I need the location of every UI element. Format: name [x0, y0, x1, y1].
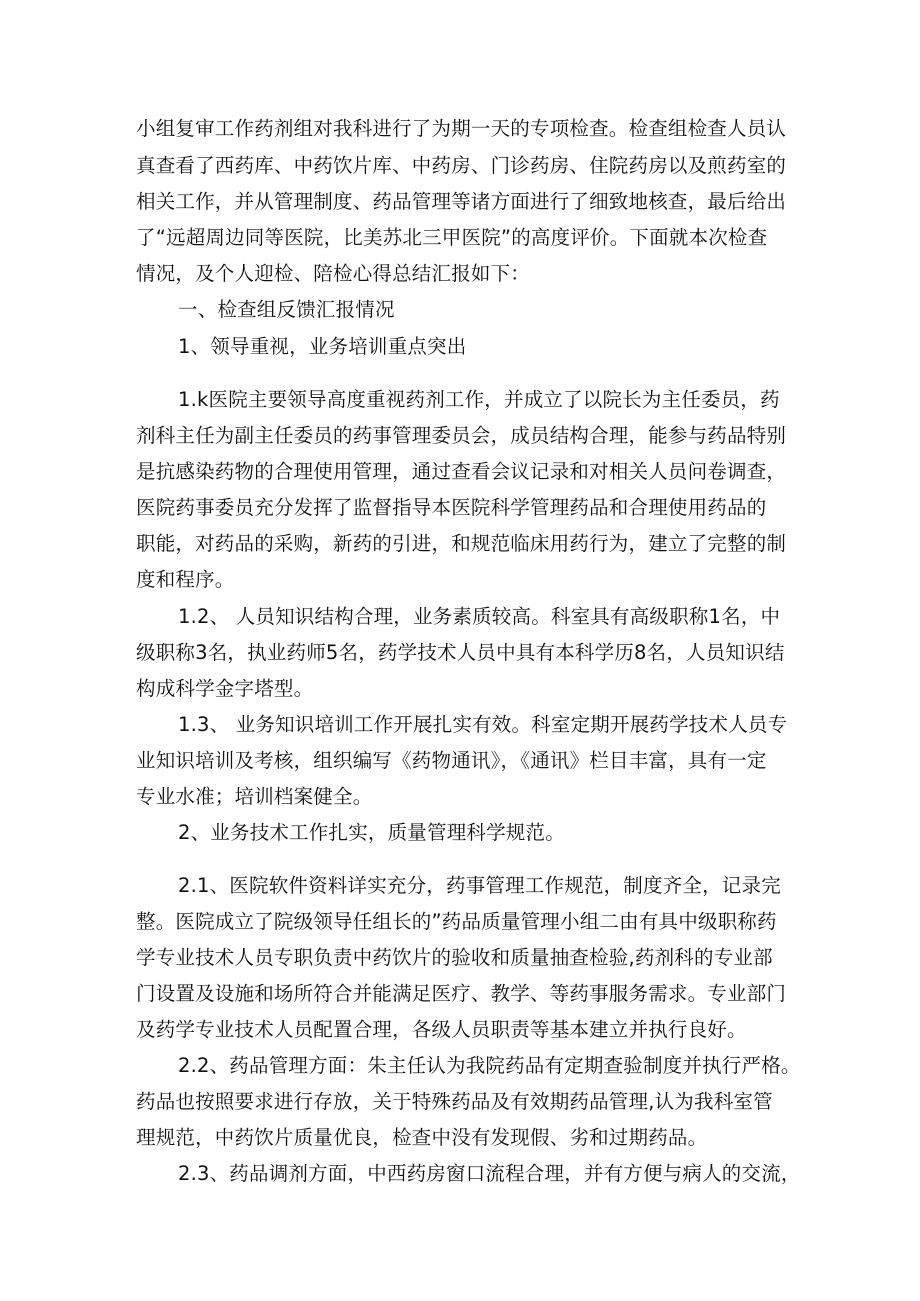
- paragraph-line: 相关工作，并从管理制度、药品管理等诸方面进行了细致地核查，最后给出: [136, 190, 787, 213]
- paragraph-line: 情况，及个人迎检、陪检心得总结汇报如下：: [136, 262, 531, 285]
- paragraph-line: 及药学专业技术人员配置合理，各级人员职责等基本建立并执行良好。: [136, 1018, 747, 1041]
- paragraph-line: 1.2、 人员知识结构合理，业务素质较高。科室具有高级职称1名，中: [178, 605, 781, 628]
- paragraph-line: 专业水准；培训档案健全。: [136, 785, 373, 808]
- paragraph-line: 2.3、药品调剂方面，中西药房窗口流程合理，并有方便与病人的交流，: [178, 1162, 801, 1185]
- paragraph-line: 医院药事委员充分发挥了监督指导本医院科学管理药品和合理使用药品的: [136, 496, 767, 519]
- paragraph-line: 构成科学金字塔型。: [136, 677, 314, 700]
- paragraph-line: 了“远超周边同等医院，比美苏北三甲医院”的高度评价。下面就本次检查: [136, 226, 768, 249]
- paragraph-line: 是抗感染药物的合理使用管理，通过查看会议记录和对相关人员问卷调查，: [136, 460, 787, 483]
- subsection-heading: 2、业务技术工作扎实，质量管理科学规范。: [178, 821, 565, 844]
- paragraph-line: 药品也按照要求进行存放，关于特殊药品及有效期药品管理,认为我科室管: [136, 1090, 773, 1113]
- paragraph-line: 学专业技术人员专职负责中药饮片的验收和质量抽查检验,药剂科的专业部: [136, 946, 773, 969]
- section-heading: 一、检查组反馈汇报情况: [178, 298, 395, 321]
- paragraph-line: 业知识培训及考核，组织编写《药物通讯》，《通讯》栏目丰富，具有一定: [136, 749, 767, 772]
- paragraph-line: 理规范，中药饮片质量优良，检查中没有发现假、劣和过期药品。: [136, 1126, 708, 1149]
- paragraph-line: 2.1、医院软件资料详实充分，药事管理工作规范，制度齐全，记录完: [178, 874, 781, 897]
- paragraph-line: 2.2、药品管理方面：朱主任认为我院药品有定期查验制度并执行严格。: [178, 1054, 801, 1077]
- paragraph-line: 小组复审工作药剂组对我科进行了为期一天的专项检查。检查组检查人员认: [136, 117, 787, 140]
- paragraph-line: 级职称3名，执业药师5名，药学技术人员中具有本科学历8名，人员知识结: [136, 641, 785, 664]
- paragraph-line: 剂科主任为副主任委员的药事管理委员会，成员结构合理，能参与药品特别: [136, 424, 787, 447]
- paragraph-line: 1.3、 业务知识培训工作开展扎实有效。科室定期开展药学技术人员专: [178, 713, 788, 736]
- paragraph-line: 真查看了西药库、中药饮片库、中药房、门诊药房、住院药房以及煎药室的: [136, 154, 787, 177]
- paragraph-line: 职能，对药品的采购，新药的引进，和规范临床用药行为，建立了完整的制: [136, 532, 787, 555]
- paragraph-line: 1.k医院主要领导高度重视药剂工作，并成立了以院长为主任委员，药: [178, 388, 780, 411]
- paragraph-line: 门设置及设施和场所符合并能满足医疗、教学、等药事服务需求。专业部门: [136, 982, 787, 1005]
- paragraph-line: 整。医院成立了院级领导任组长的”药品质量管理小组二由有具中级职称药: [136, 910, 777, 933]
- paragraph-line: 度和程序。: [136, 568, 235, 591]
- subsection-heading: 1、领导重视，业务培训重点突出: [178, 335, 467, 358]
